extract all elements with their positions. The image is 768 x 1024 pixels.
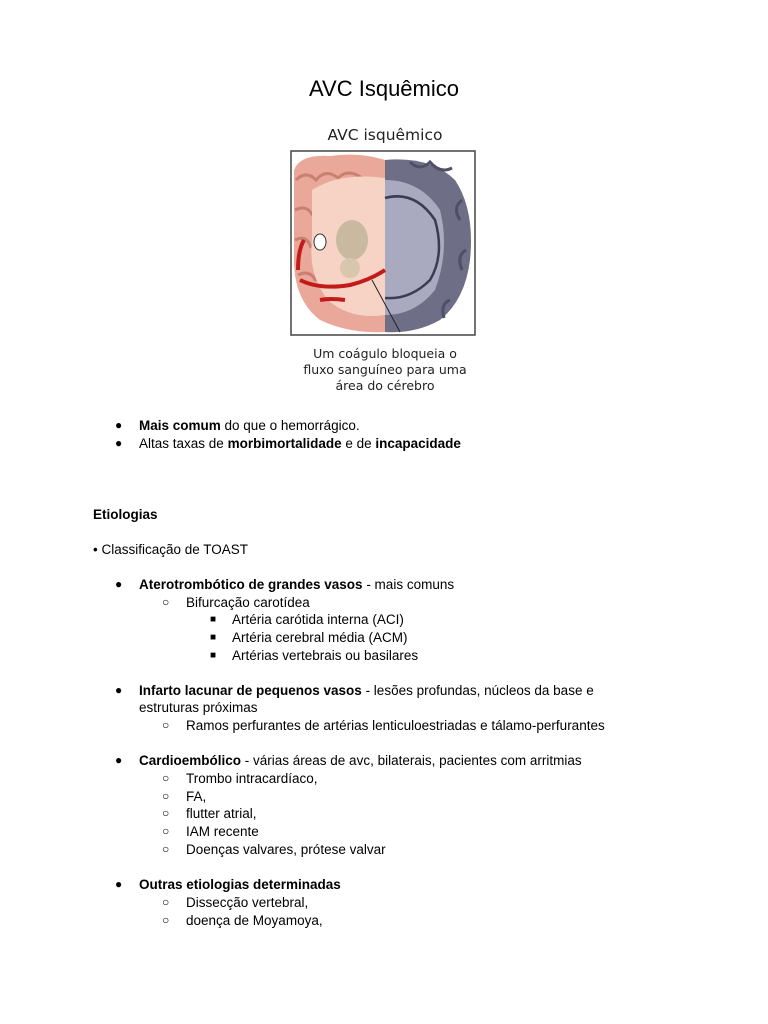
bullet-disc: ●: [115, 877, 123, 891]
item-text: do que o hemorrágico.: [220, 418, 360, 433]
item-text: - mais comuns: [362, 577, 455, 592]
bullet-disc: ●: [115, 436, 123, 450]
bullet-disc: ●: [115, 577, 123, 591]
bullet-circle: ○: [162, 595, 170, 609]
list-item-continuation: estruturas próximas: [139, 700, 258, 715]
list-item: [139, 576, 454, 594]
caption-line: Um coágulo bloqueia o: [313, 346, 457, 361]
bullet-square: ■: [210, 632, 217, 643]
item-text: e de: [341, 436, 376, 451]
bold-text: incapacidade: [375, 436, 461, 451]
bullet-disc: ●: [115, 418, 123, 432]
list-item: [139, 417, 360, 435]
figure-caption: [290, 346, 480, 394]
figure-title: AVC isquêmico: [327, 126, 443, 144]
list-item: [139, 752, 582, 770]
sub-list-item: Ramos perfurantes de artérias lenticuloestriadas e tálamo-perfurantes: [186, 718, 605, 733]
page-title: AVC Isquêmico: [309, 76, 459, 101]
bullet-circle: ○: [162, 789, 170, 803]
list-item: [139, 682, 594, 700]
bold-text: morbimortalidade: [227, 436, 342, 451]
sub-list-item: Doenças valvares, prótese valvar: [186, 842, 386, 857]
bullet-square: ■: [210, 650, 217, 661]
bold-text: Mais comum: [139, 418, 221, 433]
sub-list-item: flutter atrial,: [186, 806, 257, 821]
bullet-disc: ●: [115, 683, 123, 697]
bullet-circle: ○: [162, 824, 170, 838]
bold-text: Outras etiologias determinadas: [139, 877, 341, 892]
bold-text: Aterotrombótico de grandes vasos: [139, 577, 363, 592]
item-text: - várias áreas de avc, bilaterais, pacientes com arritmias: [241, 753, 582, 768]
section-heading: Etiologias: [93, 507, 158, 522]
brain-illustration: [290, 150, 476, 336]
item-text: - lesões profundas, núcleos da base e: [361, 683, 594, 698]
item-text: Altas taxas de: [139, 436, 228, 451]
sub-list-item: FA,: [186, 789, 207, 804]
bold-text: Infarto lacunar de pequenos vasos: [139, 683, 362, 698]
sub-list-item: IAM recente: [186, 824, 259, 839]
bullet-circle: ○: [162, 771, 170, 785]
subsub-list-item: Artéria cerebral média (ACM): [232, 630, 408, 645]
caption-line: fluxo sanguíneo para uma: [303, 362, 467, 377]
bullet-circle: ○: [162, 913, 170, 927]
bullet-circle: ○: [162, 806, 170, 820]
bullet-circle: ○: [162, 842, 170, 856]
list-item: [139, 876, 341, 894]
sub-list-item: doença de Moyamoya,: [186, 913, 323, 928]
caption-line: área do cérebro: [335, 378, 435, 393]
subsub-list-item: Artéria carótida interna (ACI): [232, 612, 404, 627]
bullet-circle: ○: [162, 895, 170, 909]
sub-list-item: Trombo intracardíaco,: [186, 771, 318, 786]
sub-list-item: Dissecção vertebral,: [186, 895, 309, 910]
bullet-square: ■: [210, 614, 217, 625]
sub-list-item: Bifurcação carotídea: [186, 595, 310, 610]
brain-figure: [290, 124, 480, 400]
subsub-list-item: Artérias vertebrais ou basilares: [232, 648, 419, 663]
list-item: [139, 435, 461, 453]
classification-line: • Classificação de TOAST: [93, 542, 249, 557]
bullet-circle: ○: [162, 718, 170, 732]
bold-text: Cardioembólico: [139, 753, 242, 768]
bullet-disc: ●: [115, 753, 123, 767]
